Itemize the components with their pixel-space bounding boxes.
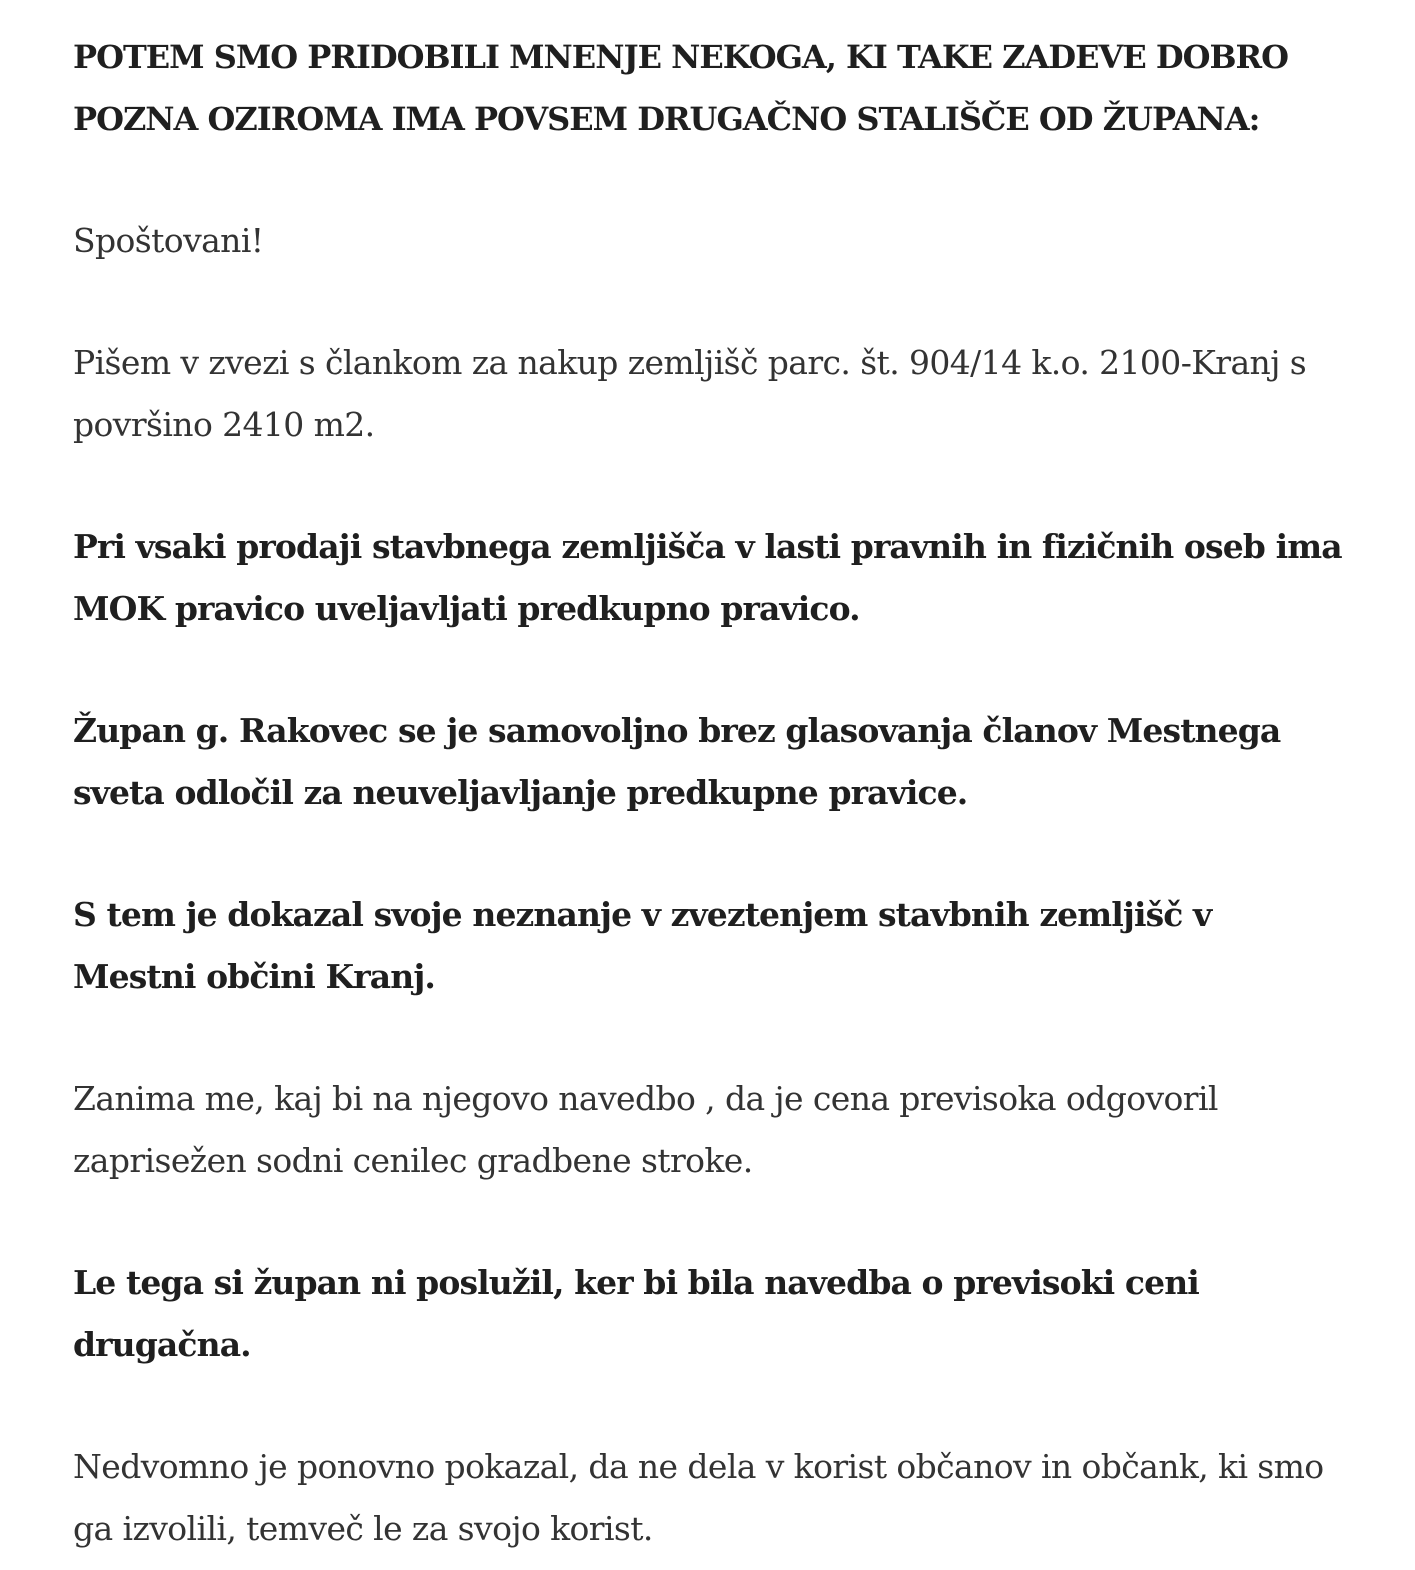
paragraph-article-reference: Pišem v zvezi s člankom za nakup zemljišč parc. št. 904/14 k.o. 2100-Kranj s površino 2410 m2. <box>73 343 1307 444</box>
paragraph-price-statement: Le tega si župan ni poslužil, ker bi bila navedba o previsoki ceni drugačna. <box>73 1263 1199 1364</box>
greeting-paragraph: Spoštovani! <box>73 221 264 260</box>
paragraph-appraiser-question: Zanima me, kaj bi na njegovo navedbo , da je cena previsoka odgovoril zaprisežen sodni cenilec gradbene stroke. <box>73 1079 1218 1180</box>
paragraph-conclusion: Nedvomno je ponovno pokazal, da ne dela v korist občanov in občank, ki smo ga izvolili, temveč le za svojo korist. <box>73 1447 1324 1548</box>
article-heading: POTEM SMO PRIDOBILI MNENJE NEKOGA, KI TAKE ZADEVE DOBRO POZNA OZIROMA IMA POVSEM DRUGAČNO STALIŠČE OD ŽUPANA: <box>73 38 1288 138</box>
paragraph-preemption-right: Pri vsaki prodaji stavbnega zemljišča v lasti pravnih in fizičnih oseb ima MOK pravico uveljavljati predkupno pravico. <box>73 527 1342 628</box>
paragraph-ignorance: S tem je dokazal svoje neznanje v zveztenjem stavbnih zemljišč v Mestni občini Kranj. <box>73 895 1212 996</box>
article-body <box>73 26 1343 1560</box>
paragraph-mayor-decision: Župan g. Rakovec se je samovoljno brez glasovanja članov Mestnega sveta odločil za neuveljavljanje predkupne pravice. <box>73 711 1281 812</box>
